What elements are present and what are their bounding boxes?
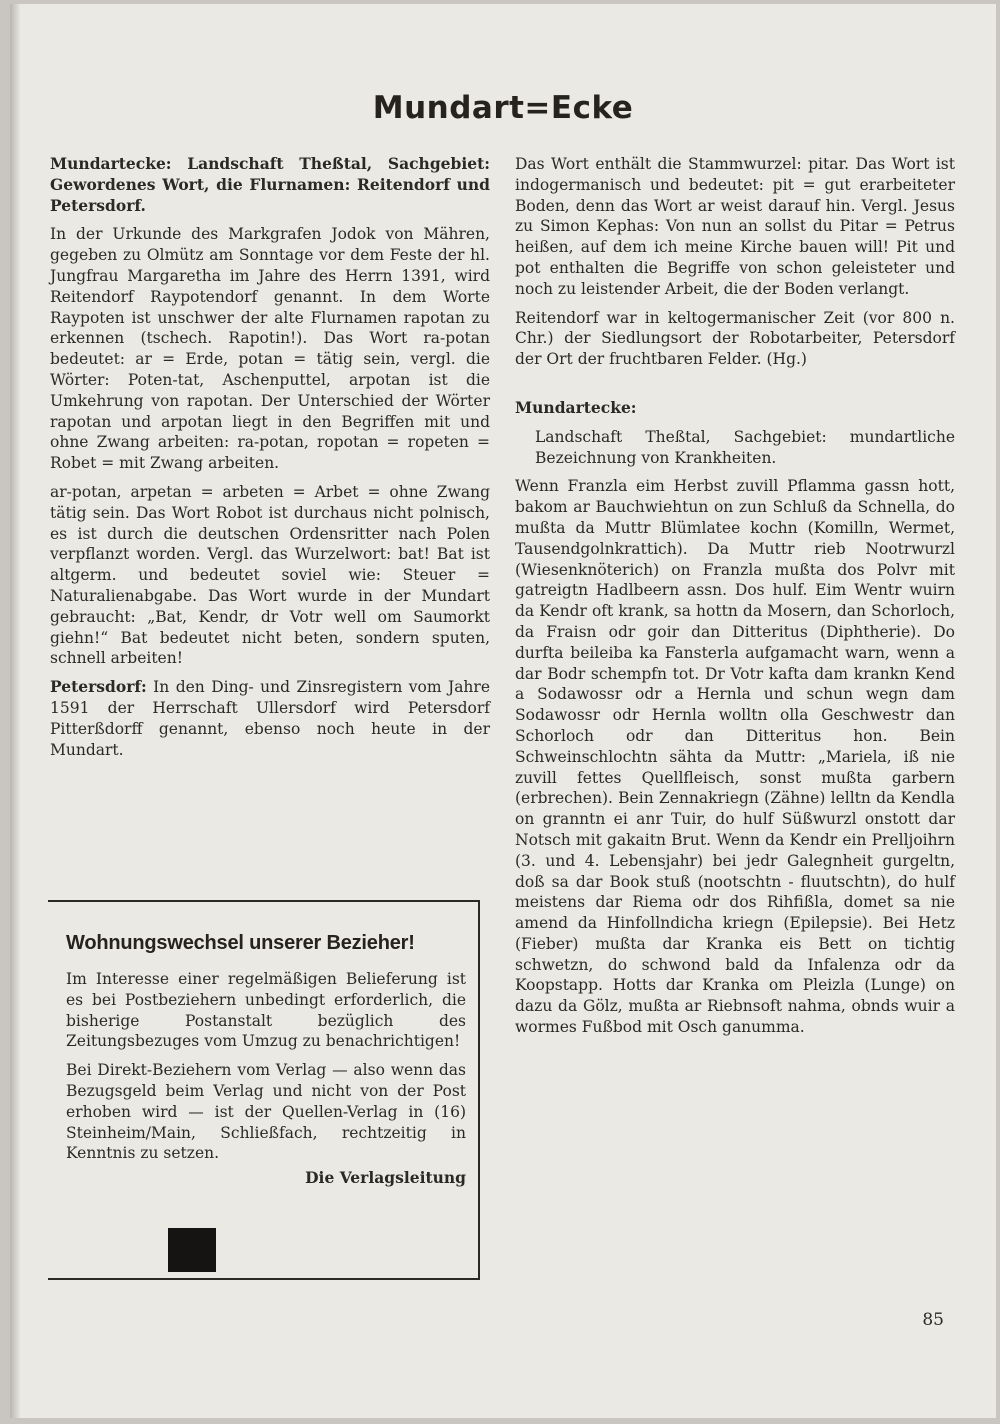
page-number: 85 <box>922 1310 944 1330</box>
petersdorf-label: Petersdorf: <box>50 677 147 697</box>
right-paragraph-3: Landschaft Theßtal, Sachgebiet: mundartliche Bezeichnung von Krankheiten. <box>535 427 955 467</box>
petersdorf-text: In den Ding- und Zinsregistern vom Jahre 1591 der Herrschaft Ullersdorf wird Petersdorf Pitterßdorff genannt, ebenso noch heute in der Mundart. <box>50 678 490 759</box>
notice-paragraph-2: Bei Direkt-Beziehern vom Verlag — also wenn das Bezugsgeld beim Verlag und nicht von der Post erhoben wird — ist der Quellen-Verlag in (16) Steinheim/Main, Schließfach, rechtzeitig in Kenntnis zu setzen. <box>66 1061 466 1163</box>
right-paragraph-1: Das Wort enthält die Stammwurzel: pitar. Das Wort ist indogermanisch und bedeutet: pit = gut erarbeiteter Boden, denn das Wort ar weist darauf hin. Vergl. Jesus zu Simon Kephas: Von nun an sollst du Pitar = Petrus heißen, auf dem ich meine Kirche bauen will! Pit und pot enthalten die Begriffe von schon geleisteter und noch zu leistender Arbeit, die der Boden verlangt. <box>515 155 955 298</box>
right-paragraph-4: Wenn Franzla eim Herbst zuvill Pflamma gassn hott, bakom ar Bauchwiehtun on zun Schluß da Schnella, do mußta da Muttr Blümlatee kochn (Komilln, Wermet, Tausendgolnkrattich). Da Muttr rieb Nootrwurzl (Wiesenknöterich) on Franzla mußta dos Polvr mit gatreigtn Hadlbeern assn. Dos hulf. Eim Wentr wuirn da Kendr oft krank, sa hottn da Mosern, dan Schorloch, da Fraisn odr goir dan Ditteritus (Diphtherie). Do durfta beileiba ka Fansterla aufgamacht warn, wenn a dar Bodr schempfn tot. Dr Votr kafta dam krankn Kend a Sodawossr odr a Hernla und schun wegn dam Sodawossr odr Hernla wolltn olla Geschwestr dan Schorloch odr dan Ditteritus hon. Bein Schweinschlochtn sähta da Muttr: „Mariela, iß nie zuvill fettes Quellfleisch, sonst mußta garbern (erbrechen). Bein Zennakriegn (Zähne) lelltn da Kendla on granntn ei anr Tuir, do hulf Süßwurzl onstott dar Notsch mit gakaitn Brut. Wenn da Kendr ein Prelljoihrn (3. und 4. Lebensjahr) bei jedr Galegnheit gurgeltn, doß sa dar Book stuß (nootschtn - fluutschtn), do hulf meistens dar Riema odr dos Rihfißla, domet sa nie amend da Hinfollndicha kriegn (Epilepsie). Bei Hetz (Fieber) mußta dar Kranka eis Bett on tichtig schwetzn, do schwond bald da Infalenza odr da Koopstapp. Hotts dar Kranka om Pleizla (Lunge) on dazu da Gölz, mußta ar Riebnsoft nahma, obnds wuir a wormes Fußbod mit Osch ganumma. <box>515 477 955 1037</box>
document-page <box>10 4 996 1418</box>
notice-paragraph-1: Im Interesse einer regelmäßigen Belieferung ist es bei Postbeziehern unbedingt erforderlich, die bisherige Postanstalt bezüglich des Zeitungsbezuges vom Umzug zu benachrichtigen! <box>66 970 466 1051</box>
right-section-heading: Mundartecke: <box>515 397 637 417</box>
right-column <box>515 154 955 1046</box>
left-column <box>50 154 490 768</box>
right-spacer <box>515 378 955 398</box>
right-paragraph-2: Reitendorf war in keltogermanischer Zeit (vor 800 n. Chr.) der Siedlungsort der Robotarbeiter, Petersdorf der Ort der fruchtbaren Felder. (Hg.) <box>515 308 955 369</box>
notice-box <box>48 900 480 1280</box>
black-square-mark <box>168 1228 216 1272</box>
notice-box-title: Wohnungswechsel unserer Bezieher! <box>66 932 415 954</box>
left-section-heading: Mundartecke: Landschaft Theßtal, Sachgebiet: Gewordenes Wort, die Flurnamen: Reitendorf und Petersdorf. <box>50 154 490 215</box>
page-edge-shadow <box>10 4 20 1418</box>
page-title: Mundart=Ecke <box>372 90 634 126</box>
left-paragraph-3 <box>50 677 490 760</box>
notice-signature: Die Verlagsleitung <box>305 1168 466 1188</box>
left-paragraph-2: ar-potan, arpetan = arbeten = Arbet = ohne Zwang tätig sein. Das Wort Robot ist durchaus nicht polnisch, es ist durch die deutschen Ordensritter nach Polen verpflanzt worden. Vergl. das Wurzelwort: bat! Bat ist altgerm. und bedeutet soviel wie: Steuer = Naturalienabgabe. Das Wort wurde in der Mundart gebraucht: „Bat, Kendr, dr Votr well om Saumorkt giehn!“ Bat bedeutet nicht beten, sondern sputen, schnell arbeiten! <box>50 482 490 668</box>
left-paragraph-1: In der Urkunde des Markgrafen Jodok von Mähren, gegeben zu Olmütz am Sonntage vor dem Feste der hl. Jungfrau Margaretha im Jahre des Herrn 1391, wird Reitendorf Raypotendorf genannt. In dem Worte Raypoten ist unschwer der alte Flurnamen rapotan zu erkennen (tschech. Rapotin!). Das Wort ra-potan bedeutet: ar = Erde, potan = tätig sein, vergl. die Wörter: Poten-tat, Aschenputtel, arpotan ist die Umkehrung von rapotan. Der Unterschied der Wörter rapotan und arpotan liegt in den Begriffen mit und ohne Zwang arbeiten: ra-potan, ropotan = ropeten = Robet = mit Zwang arbeiten. <box>50 225 490 473</box>
